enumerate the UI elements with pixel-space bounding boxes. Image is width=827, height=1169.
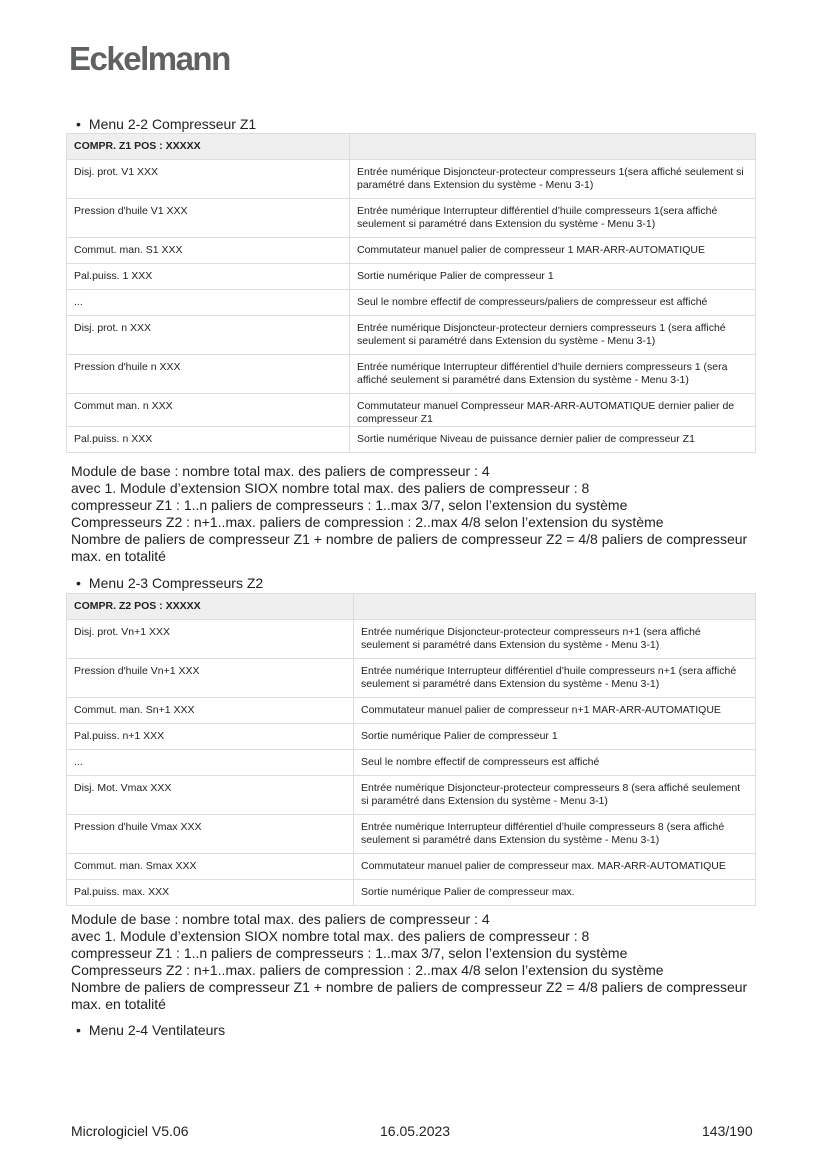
description-cell: Entrée numérique Interrupteur différentiel d’huile compresseurs 8 (sera affiché seulement si paramétré dans Extension du système - Menu 3-1) [354, 815, 756, 854]
footer-page-number: 143/190 [702, 1123, 753, 1139]
eckelmann-logo: Eckelmann [69, 40, 230, 77]
note-line: Nombre de paliers de compresseur Z1 + nombre de paliers de compresseur Z2 = 4/8 paliers de compresseur max. en totalité [71, 531, 748, 564]
table-row [67, 880, 756, 906]
description-cell: Sortie numérique Niveau de puissance dernier palier de compresseur Z1 [350, 427, 756, 453]
parameter-cell: Pal.puiss. n+1 XXX [67, 724, 354, 750]
section-title-menu-2-4: • Menu 2-4 Ventilateurs [76, 1022, 225, 1038]
header-cell-empty [354, 594, 756, 620]
parameter-cell: Pression d'huile Vmax XXX [67, 815, 354, 854]
note-line: Module de base : nombre total max. des paliers de compresseur : 4 [71, 911, 490, 927]
compressor-z1-table [66, 133, 756, 453]
note-line: Compresseurs Z2 : n+1..max. paliers de compression : 2..max 4/8 selon l’extension du système [71, 514, 664, 530]
parameter-cell: Disj. prot. V1 XXX [67, 160, 350, 199]
section-title-menu-2-2: • Menu 2-2 Compresseur Z1 [76, 116, 256, 132]
footer-firmware: Micrologiciel V5.06 [71, 1123, 189, 1139]
parameter-cell: Disj. prot. n XXX [67, 316, 350, 355]
parameter-cell: ... [67, 290, 350, 316]
note-line: compresseur Z1 : 1..n paliers de compresseurs : 1..max 3/7, selon l’extension du système [71, 945, 628, 961]
compressor-z2-table [66, 593, 756, 906]
description-cell: Entrée numérique Interrupteur différentiel d’huile compresseurs n+1 (sera affiché seulement si paramétré dans Extension du système - Menu 3-1) [354, 659, 756, 698]
parameter-cell: Pal.puiss. max. XXX [67, 880, 354, 906]
parameter-cell: Pal.puiss. 1 XXX [67, 264, 350, 290]
parameter-cell: Disj. Mot. Vmax XXX [67, 776, 354, 815]
table-row [67, 316, 756, 355]
note-line: Compresseurs Z2 : n+1..max. paliers de compression : 2..max 4/8 selon l’extension du système [71, 962, 664, 978]
section-title-menu-2-3: • Menu 2-3 Compresseurs Z2 [76, 575, 263, 591]
table-row [67, 776, 756, 815]
parameter-cell: Disj. prot. Vn+1 XXX [67, 620, 354, 659]
description-cell: Seul le nombre effectif de compresseurs/paliers de compresseur est affiché [350, 290, 756, 316]
description-cell: Commutateur manuel palier de compresseur 1 MAR-ARR-AUTOMATIQUE [350, 238, 756, 264]
table-row [67, 290, 756, 316]
parameter-cell: Pression d'huile Vn+1 XXX [67, 659, 354, 698]
parameter-cell: Commut. man. Sn+1 XXX [67, 698, 354, 724]
note-line: Nombre de paliers de compresseur Z1 + nombre de paliers de compresseur Z2 = 4/8 paliers de compresseur max. en totalité [71, 979, 748, 1012]
description-cell: Seul le nombre effectif de compresseurs est affiché [354, 750, 756, 776]
table-row [67, 264, 756, 290]
parameter-cell: Commut. man. S1 XXX [67, 238, 350, 264]
header-cell: COMPR. Z2 POS : XXXXX [67, 594, 354, 620]
table-row [67, 724, 756, 750]
parameter-cell: Pal.puiss. n XXX [67, 427, 350, 453]
description-cell: Entrée numérique Disjoncteur-protecteur compresseurs n+1 (sera affiché seulement si paramétré dans Extension du système - Menu 3-1) [354, 620, 756, 659]
table-row [67, 659, 756, 698]
table-row [67, 394, 756, 427]
description-cell: Entrée numérique Interrupteur différentiel d’huile derniers compresseurs 1 (sera affiché seulement si paramétré dans Extension du système - Menu 3-1) [350, 355, 756, 394]
notes-z1 [71, 463, 761, 565]
description-cell: Entrée numérique Disjoncteur-protecteur compresseurs 1(sera affiché seulement si paramétré dans Extension du système - Menu 3-1) [350, 160, 756, 199]
table-row [67, 815, 756, 854]
parameter-cell: ... [67, 750, 354, 776]
note-line: avec 1. Module d’extension SIOX nombre total max. des paliers de compresseur : 8 [71, 928, 590, 944]
table-row [67, 620, 756, 659]
description-cell: Commutateur manuel Compresseur MAR-ARR-AUTOMATIQUE dernier palier de compresseur Z1 [350, 394, 756, 427]
table-row [67, 160, 756, 199]
description-cell: Sortie numérique Palier de compresseur 1 [350, 264, 756, 290]
table-row [67, 199, 756, 238]
description-cell: Sortie numérique Palier de compresseur max. [354, 880, 756, 906]
table-row [67, 750, 756, 776]
description-cell: Commutateur manuel palier de compresseur max. MAR-ARR-AUTOMATIQUE [354, 854, 756, 880]
header-cell-empty [350, 134, 756, 160]
notes-z2 [71, 911, 761, 1013]
parameter-cell: Commut man. n XXX [67, 394, 350, 427]
table-row [67, 355, 756, 394]
parameter-cell: Pression d'huile V1 XXX [67, 199, 350, 238]
table-row [67, 238, 756, 264]
note-line: Module de base : nombre total max. des paliers de compresseur : 4 [71, 463, 490, 479]
description-cell: Entrée numérique Disjoncteur-protecteur compresseurs 8 (sera affiché seulement si paramétré dans Extension du système - Menu 3-1) [354, 776, 756, 815]
description-cell: Commutateur manuel palier de compresseur n+1 MAR-ARR-AUTOMATIQUE [354, 698, 756, 724]
table-header-row [67, 594, 756, 620]
note-line: avec 1. Module d’extension SIOX nombre total max. des paliers de compresseur : 8 [71, 480, 590, 496]
description-cell: Sortie numérique Palier de compresseur 1 [354, 724, 756, 750]
header-cell: COMPR. Z1 POS : XXXXX [67, 134, 350, 160]
table-row [67, 854, 756, 880]
table-row [67, 427, 756, 453]
parameter-cell: Pression d'huile n XXX [67, 355, 350, 394]
description-cell: Entrée numérique Interrupteur différentiel d’huile compresseurs 1(sera affiché seulement si paramétré dans Extension du système - Menu 3-1) [350, 199, 756, 238]
description-cell: Entrée numérique Disjoncteur-protecteur derniers compresseurs 1 (sera affiché seulement si paramétré dans Extension du système - Menu 3-1) [350, 316, 756, 355]
footer-date: 16.05.2023 [380, 1123, 451, 1139]
note-line: compresseur Z1 : 1..n paliers de compresseurs : 1..max 3/7, selon l’extension du système [71, 497, 628, 513]
parameter-cell: Commut. man. Smax XXX [67, 854, 354, 880]
table-header-row [67, 134, 756, 160]
table-row [67, 698, 756, 724]
